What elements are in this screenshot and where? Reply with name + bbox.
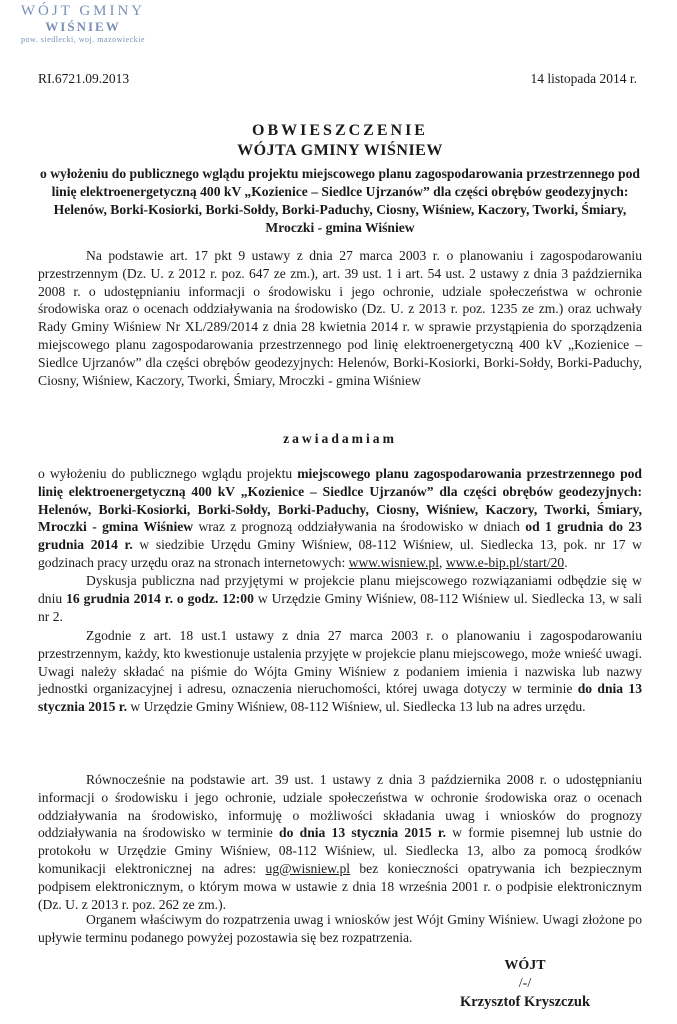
website-link-ebip[interactable]: www.e-bip.pl/start/20 (445, 554, 565, 570)
stamp-line-3: pow. siedlecki, woj. mazowieckie (21, 35, 145, 45)
signature-mark: /-/ (518, 976, 532, 991)
text-fragment: bez konieczności opatrywania ich bezpiecznym podpisem elektronicznym, o którym mowa w ustawie z dnia 18 września 2001 r. o podpisie elektronicznym (Dz. U. z 2013 r. poz. 262 ze zm.). (38, 860, 642, 912)
text-fragment: , (439, 554, 446, 570)
announcement-heading: zawiadamiam (283, 431, 397, 446)
text-fragment: Zgodnie z art. 18 ust.1 ustawy z dnia 27 marca 2003 r. o planowaniu i zagospodarowaniu przestrzennym, każdy, kto kwestionuje ustalenia przyjęte w projekcie planu miejscowego, może wnieść uwagi. Uwagi należy składać na piśmie do Wójta Gminy Wiśniew z podaniem imienia i nazwiska lub nazwy jednostki organizacyjnej i adresu, oznaczenia nieruchomości, której uwaga dotyczy w terminie (38, 628, 642, 697)
document-title: OBWIESZCZENIE (252, 122, 428, 139)
text-fragment: Dyskusja publiczna nad przyjętymi w projekcie planu miejscowego rozwiązaniami odbędzie się w dniu (38, 573, 642, 606)
text-fragment: w Urzędzie Gminy Wiśniew, 08-112 Wiśniew, ul. Siedlecka 13 lub na adres urzędu. (126, 699, 586, 715)
text-fragment: Równocześnie na podstawie art. 39 ust. 1 ustawy z dnia 3 października 2008 r. o udostępnianiu informacji o środowisku i jego ochronie, udziale społeczeństwa w ochronie środowiska oraz o ocenach oddziaływania na środowisko, informuję o możliwości składania uwag i wniosków do prognozy oddziaływania na środowisko w terminie (38, 772, 642, 841)
text-fragment: wraz z prognozą oddziaływania na środowisko w dniach (193, 519, 526, 535)
paragraph-legal-basis: Na podstawie art. 17 pkt 9 ustawy z dnia 27 marca 2003 r. o planowaniu i zagospodarowaniu przestrzennym (Dz. U. z 2012 r. poz. 647 ze zm.), art. 39 ust. 1 i art. 54 ust. 2 ustawy z dnia 3 października 2008 r. o udostępnianiu informacji o środowisku i jego ochronie, udziale społeczeństwa w ochronie środowiska oraz o ocenach oddziaływania na środowisko (Dz. U. z 2013 r. poz. 1235 ze zm.) oraz uchwały Rady Gminy Wiśniew Nr XL/289/2014 z dnia 28 kwietnia 2014 r. w sprawie przystąpienia do sporządzenia miejscowego planu zagospodarowania przestrzennego pod linię elektroenergetyczną 400 kV „Kozienice – Siedlce Ujrzanów” dla części obrębów geodezyjnych: Helenów, Borki-Kosiorki, Borki-Sołdy, Borki-Paduchy, Ciosny, Wiśniew, Kaczory, Tworki, Śmiary, Mroczki - gmina Wiśniew (38, 248, 642, 388)
paragraph-public-discussion (38, 572, 642, 625)
comments-deadline: do dnia 13 stycznia 2015 r. (38, 681, 642, 715)
plan-name-bold: miejscowego planu zagospodarowania przestrzennego pod linię elektroenergetyczną 400 kV „Kozienice – Siedlce Ujrzanów” dla części obrębów geodezyjnych: Helenów, Borki-Kosiorki, Borki-Sołdy, Borki-Paduchy, Ciosny, Wiśniew, Kaczory, Tworki, Śmiary, Mroczki - gmina Wiśniew (38, 466, 642, 535)
signature-name: Krzysztof Kryszczuk (459, 994, 591, 1010)
website-link-wisniew[interactable]: www.wisniew.pl (348, 554, 440, 570)
stamp-line-1: WÓJT GMINY (20, 3, 146, 19)
text-fragment: w formie pisemnej lub ustnie do protokołu w Urzędzie Gminy Wiśniew, 08-112 Wiśniew, ul. Siedlecka 13, albo za pomocą środków komunikacji elektronicznej na adres: (38, 825, 642, 876)
text-fragment: w siedzibie Urzędu Gminy Wiśniew, 08-112 Wiśniew, ul. Siedlecka 13, pok. nr 17 w godzinach pracy urzędu oraz na stronach internetowych: (38, 537, 642, 570)
environmental-deadline: do dnia 13 stycznia 2015 r. (279, 825, 447, 841)
paragraph-exhibition (38, 465, 642, 572)
text-fragment: w Urzędzie Gminy Wiśniew, 08-112 Wiśniew ul. Siedlecka 13, w sali nr 2. (38, 590, 642, 624)
document-subtitle: o wyłożeniu do publicznego wglądu projektu miejscowego planu zagospodarowania przestrzennego pod linię elektroenergetyczną 400 kV „Kozienice – Siedlce Ujrzanów” dla części obrębów geodezyjnych: Helenów, Borki-Kosiorki, Borki-Sołdy, Borki-Paduchy, Ciosny, Wiśniew, Kaczory, Tworki, Śmiary, Mroczki - gmina Wiśniew (40, 166, 640, 235)
text-fragment: o wyłożeniu do publicznego wglądu projektu (38, 466, 298, 481)
stamp-line-2: WIŚNIEW (45, 18, 121, 34)
text-fragment: . (564, 554, 568, 570)
signature-role: WÓJT (504, 958, 546, 973)
email-link[interactable]: ug@wisniew.pl (265, 860, 351, 876)
discussion-date: 16 grudnia 2014 r. o godz. 12:00 (66, 590, 254, 606)
office-stamp (8, 4, 158, 45)
document-date: 14 listopada 2014 r. (530, 71, 637, 86)
paragraph-environmental (38, 771, 642, 913)
paragraph-comments (38, 627, 642, 716)
reference-number: RI.6721.09.2013 (38, 71, 130, 86)
paragraph-authority: Organem właściwym do rozpatrzenia uwag i wniosków jest Wójt Gminy Wiśniew. Uwagi złożone po upływie terminu podanego powyżej pozostawia się bez rozpatrzenia. (38, 912, 642, 945)
exhibition-dates: od 1 grudnia do 23 grudnia 2014 r. (38, 519, 642, 553)
document-issuer: WÓJTA GMINY WIŚNIEW (237, 142, 443, 159)
